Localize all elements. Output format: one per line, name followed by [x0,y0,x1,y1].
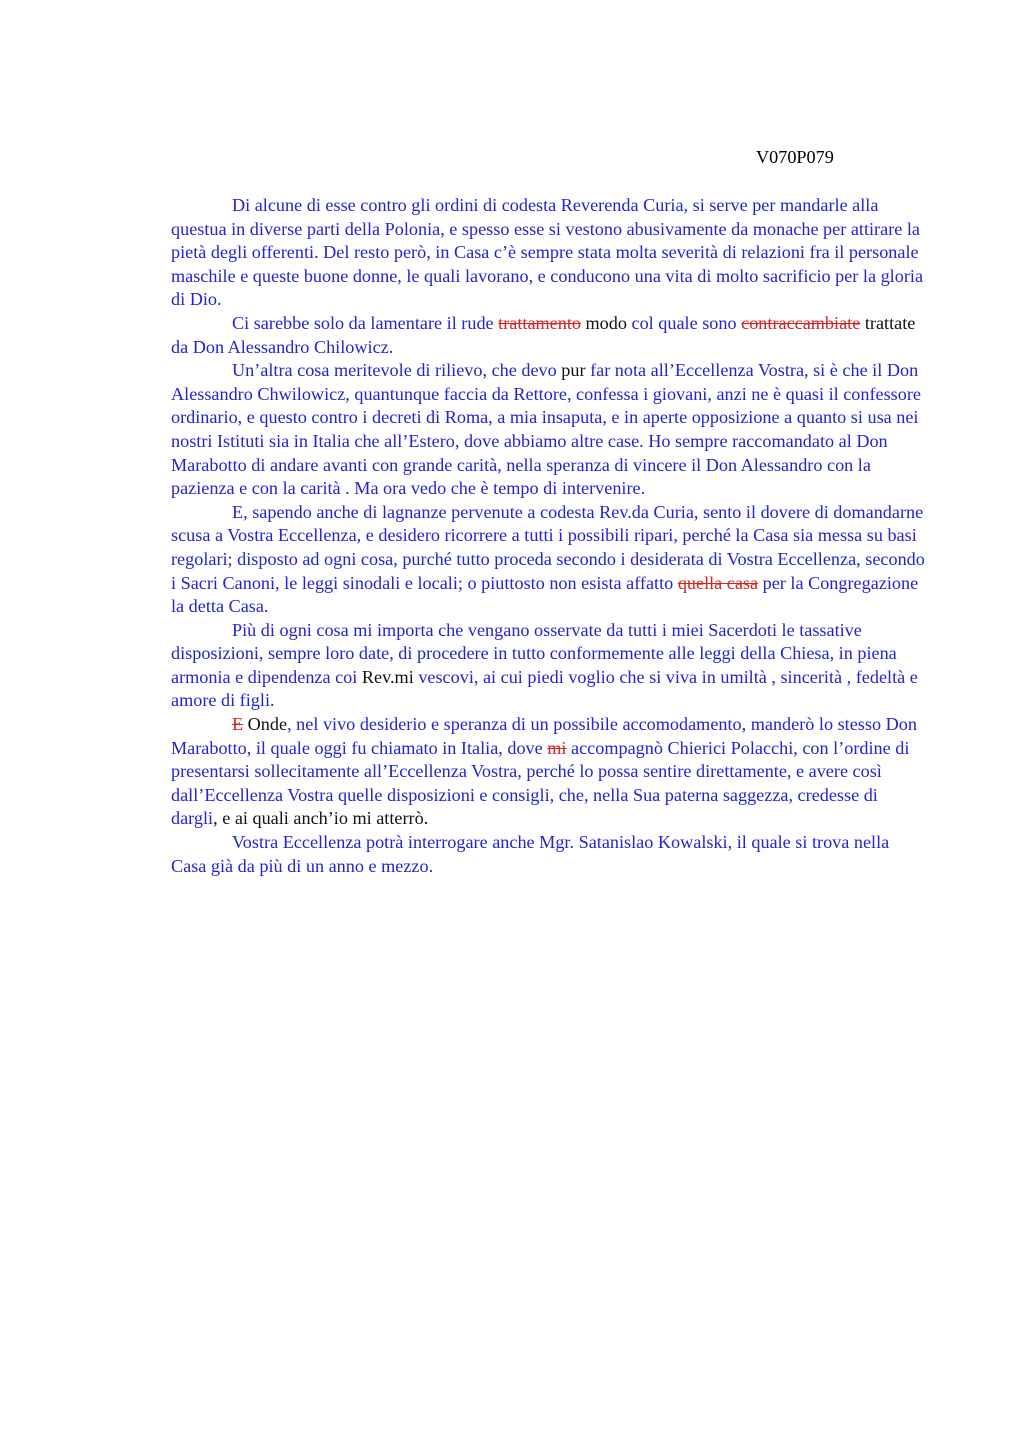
text-segment: E, sapendo anche di lagnanze pervenute a codesta Rev.da Curia, sento il dovere di domandarne scusa a Vostra Eccellenza, e desidero ricorrere a tutti i possibili ripari, perché la Casa sia messa su basi regolari; disposto ad ogni cosa, purché tutto proceda secondo i desiderata di Vostra Eccellenza, secondo i Sacri Canoni, le leggi sinodali e locali; o piuttosto non esista affatto [171,501,925,593]
paragraph [171,501,929,619]
text-segment: col quale sono [626,312,742,333]
inserted-text: trattate [864,312,916,333]
letter-body [171,194,929,878]
text-segment: da Don Alessandro Chilowicz. [171,336,394,357]
deleted-text: trattamento [498,312,581,333]
inserted-text: Onde [247,714,288,735]
text-segment: Vostra Eccellenza potrà interrogare anche Mgr. Satanislao Kowalski, il quale si trova nella Casa già da più di un anno e mezzo. [171,832,890,876]
text-segment: Più di ogni cosa mi importa che vengano osservate da tutti i miei Sacerdoti le tassative disposizioni, sempre loro date, di procedere in tutto conformemente alle leggi della Chiesa, in piena armonia e dipendenza coi [171,619,897,687]
deleted-text: mi [547,737,567,758]
paragraph [171,359,929,501]
text-segment: far nota all’Eccellenza Vostra, si è che il Don Alessandro Chwilowicz, quantunque faccia da Rettore, confessa i giovani, anzi ne è quasi il confessore ordinario, e questo contro i decreti di Roma, a mia insaputa, e in aperte opposizione a quanto si usa nei nostri Istituti sia in Italia che all’Estero, dove abbiamo altre case. Ho sempre raccomandato al Don Marabotto di andare avanti con grande carità, nella speranza di vincere il Don Alessandro con la pazienza e con la carità . Ma ora vedo che è tempo di intervenire. [171,360,921,499]
paragraph [171,312,929,359]
text-segment: , nel vivo desiderio e speranza di un possibile accomodamento, manderò lo stesso Don Marabotto, il quale oggi fu chiamato in Italia, dove [171,714,917,758]
inserted-text: Rev.mi [361,666,414,687]
deleted-text: quella casa [677,572,759,593]
paragraph [171,831,929,878]
inserted-text: , e ai quali anch’io mi atterrò. [213,808,429,829]
text-segment: accompagnò Chierici Polacchi, con l’ordine di presentarsi sollecitamente all’Eccellenza Vostra, perché lo possa sentire direttamente, e avere così dall’Eccellenza Vostra quelle disposizioni e consigli, che, nella Sua paterna saggezza, credesse di dargli [171,737,910,829]
paragraph [171,713,929,831]
text-segment: vescovi, ai cui piedi voglio che si viva in umiltà , sincerità , fedeltà e amore di figli. [171,666,918,711]
text-segment: Di alcune di esse contro gli ordini di codesta Reverenda Curia, si serve per mandarle alla questua in diverse parti della Polonia, e spesso esse si vestono abusivamente da monache per attirare la pietà degli offerenti. Del resto però, in Casa c’è sempre stata molta severità di relazioni fra il personale maschile e queste buone donne, le quali lavorano, e conducono una vita di molto sacrificio per la gloria di Dio. [171,195,924,310]
deleted-text: contraccambiate [741,312,861,333]
text-segment: Un’altra cosa meritevole di rilievo, che devo [232,360,562,381]
paragraph [171,619,929,713]
document-code: V070P079 [756,147,834,167]
inserted-text: pur [561,360,586,381]
deleted-text: E [232,714,244,735]
inserted-text: modo [585,312,627,333]
paragraph [171,194,929,312]
text-segment: Ci sarebbe solo da lamentare il rude [232,312,499,333]
text-segment: per la Congregazione la detta Casa. [171,572,919,617]
